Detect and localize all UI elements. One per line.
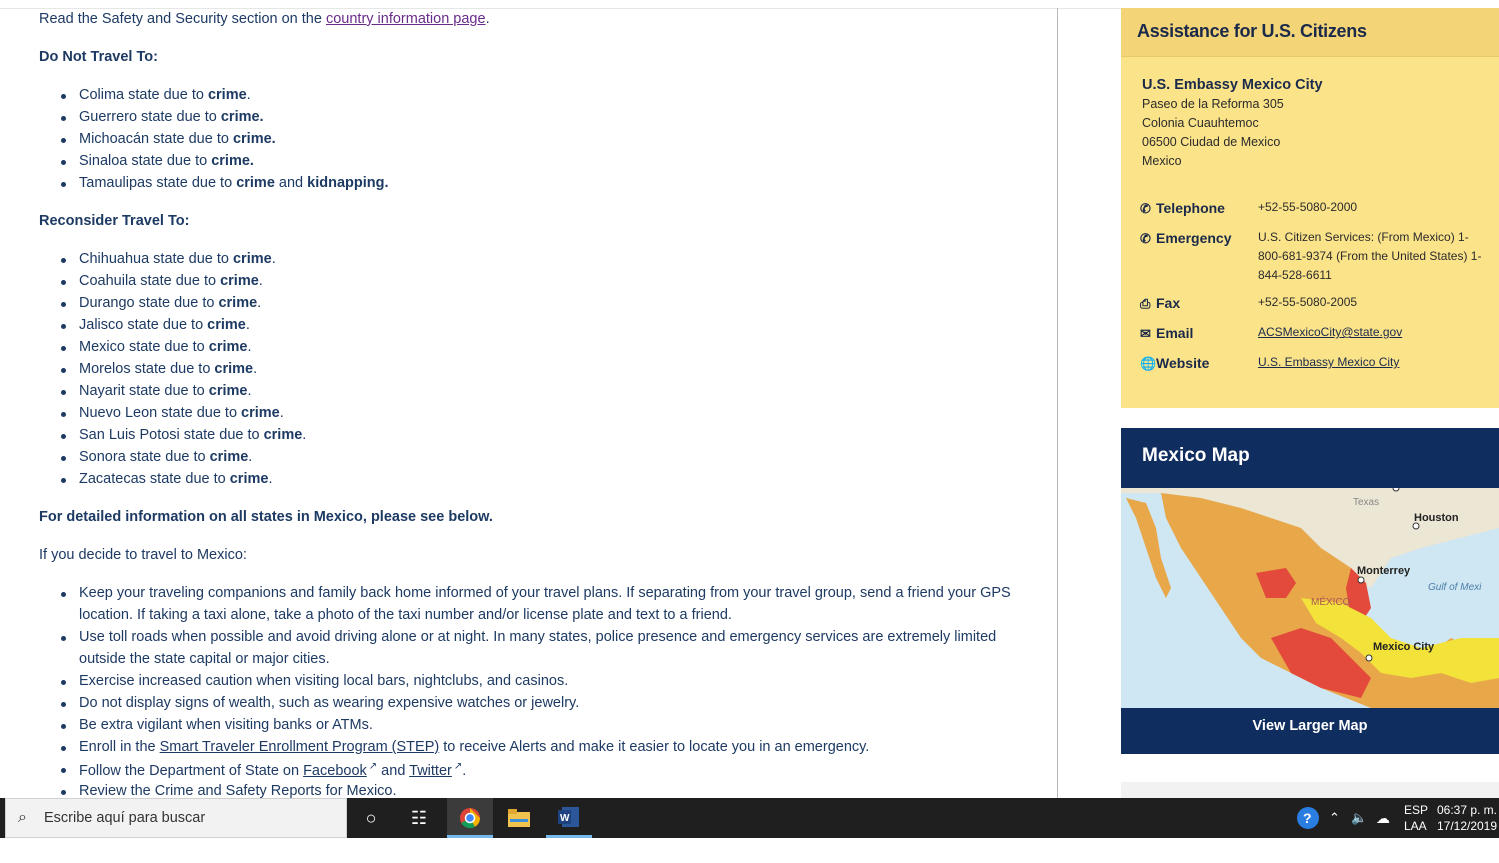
emergency-line: 844-528-6611 bbox=[1258, 268, 1332, 282]
tip-text: location. If taking a taxi alone, take a photo of the taxi number and/or license plate and text to a friend. bbox=[79, 607, 732, 623]
list-item-pre: Mexico state due to bbox=[79, 339, 209, 355]
list-item-post: . bbox=[268, 471, 273, 487]
list-item-bold: crime bbox=[229, 471, 269, 487]
list-item-post: . bbox=[245, 317, 250, 333]
external-link-icon: ↗ bbox=[453, 761, 463, 772]
emergency-line: U.S. Citizen Services: (From Mexico) 1- bbox=[1258, 230, 1469, 244]
list-item bbox=[79, 427, 306, 443]
map-label-mexico-city: Mexico City bbox=[1373, 641, 1435, 653]
list-item bbox=[79, 175, 389, 191]
list-item-pre: Nuevo Leon state due to bbox=[79, 405, 242, 421]
embassy-name: U.S. Embassy Mexico City bbox=[1142, 77, 1323, 93]
list-item-pre: Coahuila state due to bbox=[79, 273, 221, 289]
website-label: Website bbox=[1156, 355, 1210, 371]
review-text: Review the Crime and Safety Reports for Mexico. bbox=[79, 783, 397, 798]
twitter-link[interactable]: Twitter bbox=[409, 762, 452, 779]
website-value bbox=[1258, 353, 1498, 372]
list-item bbox=[79, 405, 284, 421]
list-item-bold: crime. bbox=[220, 109, 264, 125]
screen-bottom-strip bbox=[0, 838, 1499, 863]
follow-prefix: Follow the Department of State on bbox=[79, 762, 304, 779]
list-item bbox=[79, 317, 250, 333]
intro-prefix: Read the Safety and Security section on the bbox=[39, 11, 326, 27]
list-item-pre: Zacatecas state due to bbox=[79, 471, 230, 487]
telephone-row bbox=[1140, 200, 1225, 217]
list-item-bold2: kidnapping. bbox=[307, 175, 389, 191]
list-item-pre: Chihuahua state due to bbox=[79, 251, 233, 267]
list-item-post: . bbox=[258, 273, 263, 289]
list-item bbox=[79, 673, 568, 689]
list-item-pre: Guerrero state due to bbox=[79, 109, 221, 125]
list-item-bold: crime bbox=[241, 405, 280, 421]
list-item-bold: crime bbox=[236, 175, 275, 191]
clock-time: 06:37 p. m. bbox=[1436, 803, 1498, 817]
step-suffix: to receive Alerts and make it easier to locate you in an emergency. bbox=[439, 739, 870, 755]
reconsider-heading: Reconsider Travel To: bbox=[39, 213, 190, 229]
fax-value: +52-55-5080-2005 bbox=[1258, 295, 1358, 309]
list-item-bold: crime bbox=[208, 383, 248, 399]
cortana-icon[interactable]: ○ bbox=[365, 808, 377, 828]
phone-icon: ✆ bbox=[1140, 231, 1151, 246]
list-item-pre: Jalisco state due to bbox=[79, 317, 208, 333]
list-item-bold: crime bbox=[218, 295, 258, 311]
list-item bbox=[79, 783, 397, 798]
list-item-bold: crime bbox=[207, 87, 247, 103]
list-item-bold: crime bbox=[207, 317, 246, 333]
word-logo bbox=[558, 806, 580, 828]
address-line: Paseo de la Reforma 305 bbox=[1142, 97, 1284, 111]
email-label: Email bbox=[1156, 325, 1194, 341]
tip-text: outside the state capital or major cities. bbox=[79, 651, 330, 667]
assistance-header bbox=[1121, 8, 1499, 57]
help-logo bbox=[1296, 806, 1320, 830]
chevron-up-icon[interactable]: ⌃ bbox=[1329, 810, 1340, 825]
follow-suffix: . bbox=[462, 762, 467, 779]
intro-text bbox=[39, 11, 490, 27]
list-item bbox=[79, 629, 996, 645]
view-larger-map-button[interactable]: View Larger Map bbox=[1252, 718, 1368, 734]
list-item-pre: Sinaloa state due to bbox=[79, 153, 212, 169]
list-item bbox=[79, 109, 264, 125]
list-item bbox=[79, 339, 252, 355]
map-label-gulf: Gulf of Mexi bbox=[1428, 582, 1482, 593]
svg-text:?: ? bbox=[1303, 810, 1312, 826]
task-view-icon[interactable]: ☷ bbox=[410, 808, 428, 828]
emergency-line: 800-681-9374 (From the United States) 1- bbox=[1258, 249, 1482, 263]
globe-icon: 🌐 bbox=[1140, 356, 1157, 371]
list-item-bold: crime. bbox=[232, 131, 276, 147]
chrome-logo bbox=[459, 807, 481, 829]
clock[interactable] bbox=[1436, 802, 1498, 842]
list-item-bold: crime bbox=[208, 339, 248, 355]
list-item bbox=[79, 449, 252, 465]
fax-row bbox=[1140, 295, 1180, 312]
list-item-post: . bbox=[302, 427, 307, 443]
email-value bbox=[1258, 323, 1498, 342]
address-line: Colonia Cuauhtemoc bbox=[1142, 116, 1259, 130]
phone-icon: ✆ bbox=[1140, 201, 1151, 216]
list-item-post: . bbox=[247, 339, 252, 355]
clock-date: 17/12/2019 bbox=[1436, 819, 1498, 833]
search-placeholder: Escribe aquí para buscar bbox=[44, 810, 206, 826]
fax-label: Fax bbox=[1156, 295, 1181, 311]
follow-and: and bbox=[377, 762, 410, 779]
envelope-icon: ✉ bbox=[1140, 326, 1151, 341]
list-item-pre: Michoacán state due to bbox=[79, 131, 233, 147]
tip-text: Be extra vigilant when visiting banks or ATMs. bbox=[79, 717, 373, 733]
map-title: Mexico Map bbox=[1142, 445, 1250, 466]
list-item-pre: Morelos state due to bbox=[79, 361, 215, 377]
external-link-icon: ↗ bbox=[368, 761, 378, 772]
list-item bbox=[79, 383, 252, 399]
mexico-map-image[interactable] bbox=[1121, 488, 1499, 708]
list-item bbox=[79, 251, 276, 267]
list-item-post: . bbox=[247, 383, 252, 399]
telephone-label: Telephone bbox=[1156, 200, 1225, 216]
facebook-link[interactable]: Facebook bbox=[303, 762, 367, 779]
email-row bbox=[1140, 325, 1193, 342]
telephone-value: +52-55-5080-2000 bbox=[1258, 200, 1358, 214]
list-item-post: . bbox=[257, 295, 262, 311]
list-item bbox=[79, 131, 276, 147]
list-item-bold: crime. bbox=[211, 153, 254, 169]
list-item bbox=[79, 361, 257, 377]
address-line: Mexico bbox=[1142, 154, 1182, 168]
list-item bbox=[79, 471, 272, 487]
list-item bbox=[79, 739, 869, 755]
tip-text: Use toll roads when possible and avoid driving alone or at night. In many states, police presence and emergency services are extremely limited bbox=[79, 629, 997, 645]
list-item bbox=[79, 695, 579, 711]
assistance-panel bbox=[1121, 8, 1499, 408]
word-icon[interactable] bbox=[546, 798, 592, 838]
list-item-post: . bbox=[248, 449, 253, 465]
list-item bbox=[79, 273, 263, 289]
tip-text: Exercise increased caution when visiting local bars, nightclubs, and casinos. bbox=[79, 673, 569, 689]
list-item-post: . bbox=[253, 361, 258, 377]
lang-layout: LAA bbox=[1404, 819, 1427, 833]
mexico-map-svg bbox=[1121, 488, 1499, 708]
if-you-decide-text: If you decide to travel to Mexico: bbox=[39, 547, 247, 563]
step-prefix: Enroll in the bbox=[79, 739, 160, 755]
input-language[interactable] bbox=[1404, 802, 1429, 842]
embassy-address bbox=[1142, 76, 1323, 171]
detailed-info-text: For detailed information on all states in Mexico, please see below. bbox=[39, 509, 493, 525]
list-item-continued bbox=[79, 607, 732, 623]
website-link[interactable]: U.S. Embassy Mexico City bbox=[1258, 355, 1400, 369]
emergency-label: Emergency bbox=[1156, 230, 1232, 246]
assistance-title: Assistance for U.S. Citizens bbox=[1137, 21, 1367, 41]
list-item-post: . bbox=[246, 87, 251, 103]
map-panel bbox=[1121, 428, 1499, 754]
folder-logo bbox=[508, 809, 530, 827]
svg-text:W: W bbox=[560, 813, 570, 824]
list-item-pre: San Luis Potosi state due to bbox=[79, 427, 264, 443]
tip-text: Do not display signs of wealth, such as wearing expensive watches or jewelry. bbox=[79, 695, 580, 711]
fax-icon: ⎙ bbox=[1140, 296, 1151, 311]
list-item-pre: Nayarit state due to bbox=[79, 383, 209, 399]
list-item-pre: Tamaulipas state due to bbox=[79, 175, 237, 191]
map-label-texas: Texas bbox=[1353, 497, 1380, 508]
do-not-travel-heading: Do Not Travel To: bbox=[39, 49, 158, 65]
map-label-houston: Houston bbox=[1414, 512, 1459, 524]
website-row bbox=[1140, 355, 1209, 372]
list-item-pre: Durango state due to bbox=[79, 295, 219, 311]
tip-text: Keep your traveling companions and family back home informed of your travel plans. If separating from your travel group, send a friend your GPS bbox=[79, 585, 1011, 601]
emergency-value bbox=[1258, 228, 1498, 285]
lang-code: ESP bbox=[1404, 803, 1429, 817]
list-item bbox=[79, 585, 1011, 601]
intro-suffix: . bbox=[485, 11, 490, 27]
list-item-bold: crime bbox=[209, 449, 249, 465]
step-link[interactable]: Smart Traveler Enrollment Program (STEP) bbox=[159, 739, 440, 755]
list-item bbox=[79, 87, 251, 103]
address-line: 06500 Ciudad de Mexico bbox=[1142, 135, 1281, 149]
map-label-mexico: MÉXICO bbox=[1311, 597, 1351, 608]
next-sidebar-panel bbox=[1121, 782, 1499, 798]
help-icon[interactable] bbox=[1296, 798, 1322, 838]
search-icon: ⌕ bbox=[18, 809, 27, 826]
list-item bbox=[79, 717, 373, 733]
emergency-row bbox=[1140, 230, 1231, 247]
list-item bbox=[79, 153, 254, 169]
list-item-bold: crime bbox=[220, 273, 259, 289]
cloud-icon[interactable]: ☁ bbox=[1376, 810, 1390, 826]
country-info-link[interactable]: country information page bbox=[325, 11, 486, 27]
file-explorer-icon[interactable] bbox=[496, 798, 542, 838]
list-item-continued bbox=[79, 651, 330, 667]
list-item-mid: and bbox=[274, 175, 308, 191]
list-item bbox=[79, 295, 261, 311]
list-item-bold: crime bbox=[232, 251, 272, 267]
list-item-post: . bbox=[271, 251, 276, 267]
email-link[interactable]: ACSMexicoCity@state.gov bbox=[1258, 325, 1403, 339]
speaker-icon[interactable]: 🔈 bbox=[1351, 810, 1368, 825]
list-item-pre: Colima state due to bbox=[79, 87, 208, 103]
chrome-icon[interactable] bbox=[447, 798, 493, 838]
main-content bbox=[0, 8, 1058, 798]
list-item bbox=[79, 761, 466, 779]
list-item-bold: crime bbox=[214, 361, 254, 377]
windows-taskbar bbox=[0, 798, 1499, 838]
map-label-monterrey: Monterrey bbox=[1357, 565, 1411, 577]
taskbar-search[interactable] bbox=[5, 798, 347, 838]
list-item-post: . bbox=[279, 405, 284, 421]
list-item-bold: crime bbox=[263, 427, 303, 443]
list-item-pre: Sonora state due to bbox=[79, 449, 210, 465]
